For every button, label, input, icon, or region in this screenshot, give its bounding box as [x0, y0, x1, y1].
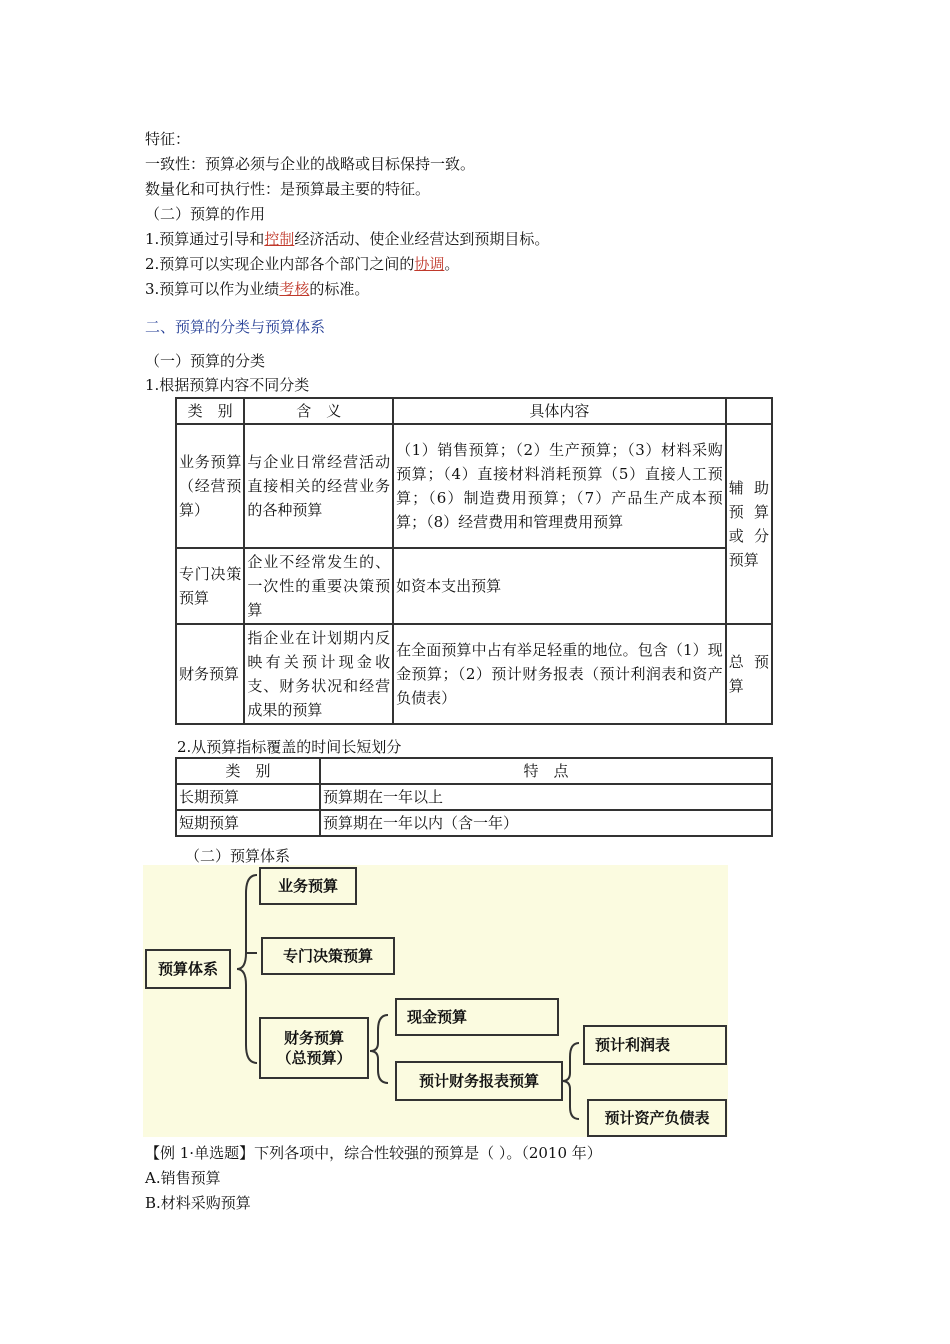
- node-business: 业务预算: [259, 867, 357, 905]
- classification-subheading: （一）预算的分类: [145, 352, 266, 370]
- row-type: 专门决策预算: [176, 548, 244, 624]
- link-coordinate[interactable]: 协调: [414, 255, 445, 273]
- row-meaning: 与企业日常经营活动直接相关的经营业务的各种预算: [244, 424, 393, 548]
- node-balance: 预计资产负债表: [587, 1099, 727, 1137]
- header-type: 类 别: [176, 758, 320, 784]
- row-meaning: 企业不经常发生的、一次性的重要决策预算: [244, 548, 393, 624]
- option-b[interactable]: B.材料采购预算: [145, 1194, 251, 1212]
- node-special: 专门决策预算: [261, 937, 395, 975]
- time-classification-table: [175, 757, 773, 837]
- header-feature: 特 点: [320, 758, 772, 784]
- role-subheading: （二）预算的作用: [145, 205, 266, 223]
- budget-system-diagram: [143, 865, 728, 1137]
- row-type: 短期预算: [176, 810, 320, 836]
- node-income: 预计利润表: [583, 1025, 727, 1065]
- feature-heading: 特征：: [145, 130, 191, 148]
- row-content: 如资本支出预算: [393, 548, 726, 624]
- header-content: 具体内容: [393, 398, 726, 424]
- node-cash: 现金预算: [395, 998, 559, 1036]
- header-side: [726, 398, 772, 424]
- role-item-2: 2.预算可以实现企业内部各个部门之间的协调。: [145, 255, 460, 273]
- link-control[interactable]: 控制: [264, 230, 295, 248]
- consistency-text: 一致性：预算必须与企业的战略或目标保持一致。: [145, 155, 476, 173]
- row-type: 业务预算（经营预算）: [176, 424, 244, 548]
- system-subheading: （二）预算体系: [185, 847, 291, 865]
- classification-item-2: 2.从预算指标覆盖的时间长短划分: [177, 738, 402, 756]
- option-a[interactable]: A.销售预算: [145, 1169, 221, 1187]
- row-type: 财务预算: [176, 624, 244, 724]
- row-feature: 预算期在一年以内（含一年）: [320, 810, 772, 836]
- node-statements: 预计财务报表预算: [395, 1061, 563, 1101]
- side-total: 总预算: [726, 624, 772, 724]
- node-root: 预算体系: [145, 949, 231, 989]
- row-feature: 预算期在一年以上: [320, 784, 772, 810]
- side-auxiliary: 辅助预算或分预算: [726, 424, 772, 624]
- node-financial: 财务预算 （总预算）: [259, 1017, 369, 1079]
- classification-item-1: 1.根据预算内容不同分类: [145, 376, 310, 394]
- example-question: 【例 1·单选题】下列各项中，综合性较强的预算是（ ）。（2010 年）: [145, 1144, 602, 1162]
- role-item-3: 3.预算可以作为业绩考核的标准。: [145, 280, 370, 298]
- header-type: 类 别: [176, 398, 244, 424]
- role-item-1: 1.预算通过引导和控制经济活动、使企业经营达到预期目标。: [145, 230, 550, 248]
- row-content: （1）销售预算；（2）生产预算；（3）材料采购预算；（4）直接材料消耗预算（5）直接人工预算；（6）制造费用预算；（7）产品生产成本预算；（8）经营费用和管理费用预算: [393, 424, 726, 548]
- content-classification-table: [175, 397, 773, 725]
- header-meaning: 含 义: [244, 398, 393, 424]
- quantification-text: 数量化和可执行性：是预算最主要的特征。: [145, 180, 431, 198]
- row-content: 在全面预算中占有举足轻重的地位。包含（1）现金预算；（2）预计财务报表（预计利润表和资产负债表）: [393, 624, 726, 724]
- row-meaning: 指企业在计划期内反映有关预计现金收支、财务状况和经营成果的预算: [244, 624, 393, 724]
- section-heading: 二、预算的分类与预算体系: [145, 318, 326, 336]
- link-assessment[interactable]: 考核: [279, 280, 310, 298]
- row-type: 长期预算: [176, 784, 320, 810]
